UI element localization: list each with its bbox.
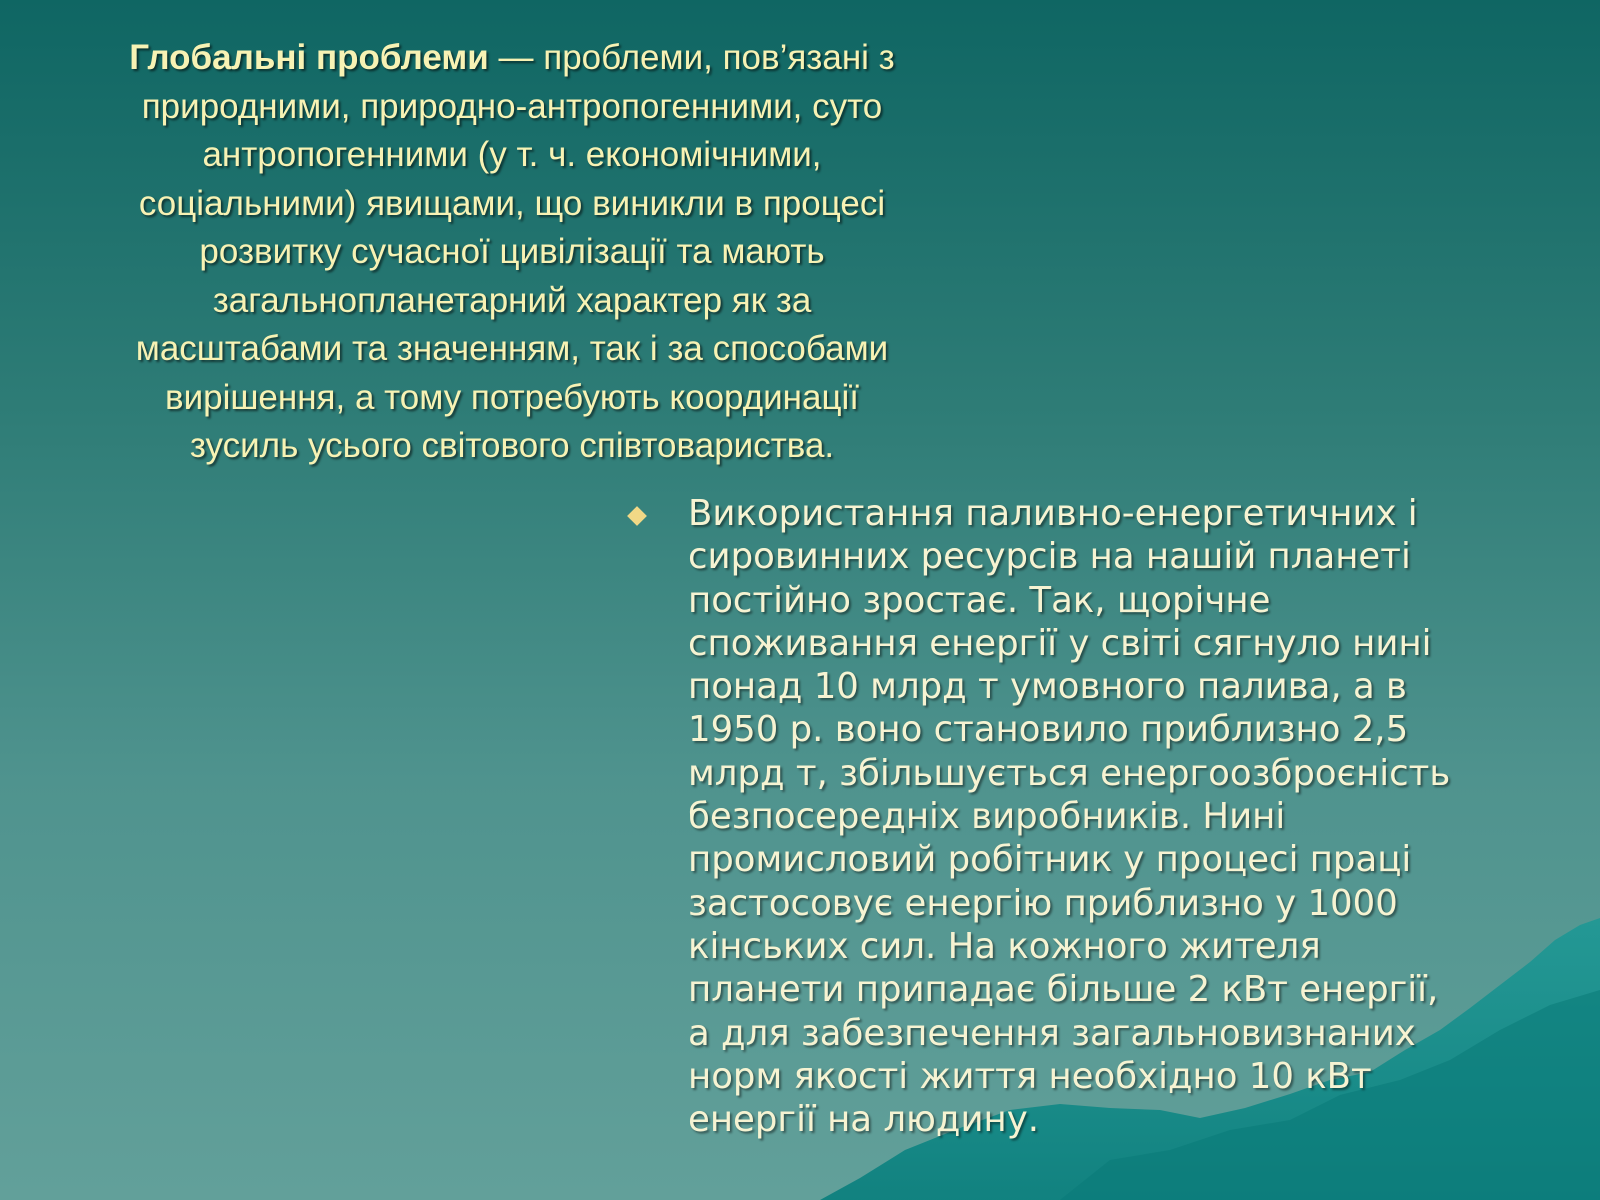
definition-line: антропогенними (у т. ч. економічними, — [202, 135, 822, 174]
definition-term: Глобальні проблеми — [129, 38, 489, 77]
definition-line: соціальними) явищами, що виникли в процесі — [138, 183, 886, 223]
bullet-line: споживання енергії у світі сягнуло нині — [688, 622, 1432, 664]
bullet-line: промисловий робітник у процесі праці — [688, 839, 1412, 881]
bullet-line: сировинних ресурсів на нашій планеті — [688, 536, 1411, 578]
bullet-line: млрд т, збільшується енергоозброєність — [688, 752, 1451, 794]
definition-line: зусиль усього світового співтовариства. — [189, 426, 835, 465]
definition-line: розвитку сучасної цивілізації та мають — [199, 232, 825, 271]
bullet-line: кінських сил. На кожного жителя — [688, 925, 1321, 967]
bullet-line: застосовує енергію приблизно у 1000 — [688, 882, 1398, 924]
definition-line: загальнопланетарний характер як за — [212, 280, 812, 320]
bullet-line: норм якості життя необхідно 10 кВт — [688, 1055, 1372, 1097]
bullet-line: постійно зростає. Так, щорічне — [688, 579, 1271, 621]
bullet-line: а для забезпечення загальновизнаних — [688, 1012, 1416, 1054]
bullet-line: планети припадає більше 2 кВт енергії, — [688, 969, 1439, 1011]
definition-text — [62, 34, 962, 471]
bullet-line: понад 10 млрд т умовного палива, а в — [688, 666, 1407, 708]
definition-line: вирішення, а тому потребують координації — [164, 377, 860, 417]
bullet-line: Використання паливно-енергетичних і — [688, 493, 1418, 534]
definition-line: природними, природно-антропогенними, суто — [141, 86, 883, 126]
bullet-line: безпосередніх виробників. Нині — [688, 796, 1286, 838]
definition-line: — проблеми, пов’язані з — [488, 38, 895, 77]
definition-line: масштабами та значенням, так і за способами — [135, 329, 889, 368]
bullet-line: енергії на людину. — [688, 1099, 1040, 1141]
bullet-text — [688, 492, 1548, 1141]
bullet-line: 1950 р. воно становило приблизно 2,5 — [688, 709, 1409, 751]
